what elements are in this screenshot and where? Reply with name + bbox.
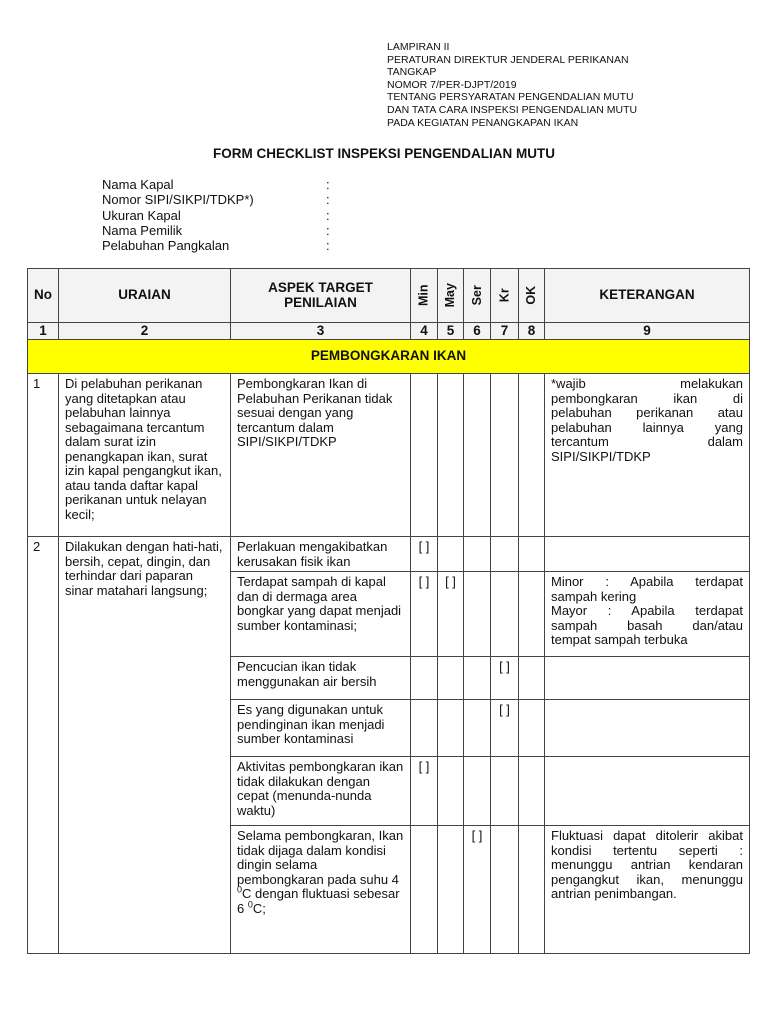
kr-cell[interactable]	[491, 572, 519, 657]
aspek-text-part: Selama pembongkaran, Ikan tidak dijaga dalam kondisi dingin selama pembongkaran pada suhu 4	[237, 828, 404, 887]
header-line: PERATURAN DIREKTUR JENDERAL PERIKANAN	[387, 53, 629, 66]
kr-cell[interactable]	[491, 700, 519, 757]
checkbox-ser[interactable]	[464, 757, 490, 760]
keterangan-line: pengangkut ikan, menunggu	[551, 871, 743, 887]
keterangan-cell	[545, 757, 750, 826]
uraian-text: Di pelabuhan perikanan yang ditetapkan atau pelabuhan lainnya sebagaimana tercantum dalam surat izin penangkapan ikan, surat izin kapal pengangkut ikan, atau tanda daftar kapal perikanan untuk nelayan kecil;	[65, 376, 222, 522]
checkbox-ser[interactable]	[464, 700, 490, 703]
min-cell[interactable]	[411, 826, 438, 954]
ok-cell[interactable]	[519, 700, 545, 757]
checkbox-kr[interactable]: [ ]	[499, 659, 510, 674]
keterangan-line: SIPI/SIKPI/TDKP	[551, 448, 651, 464]
checkbox-min[interactable]: [ ]	[418, 574, 430, 589]
checkbox-may[interactable]	[438, 826, 463, 829]
may-cell[interactable]	[438, 757, 464, 826]
keterangan-text	[545, 572, 749, 650]
keterangan-cell	[545, 374, 750, 537]
keterangan-line: Mayor : Apabila terdapat	[551, 603, 743, 618]
info-colon: :	[326, 222, 330, 238]
aspek-cell	[231, 657, 411, 700]
min-cell[interactable]	[411, 700, 438, 757]
checkbox-min[interactable]: [ ]	[418, 759, 430, 774]
checkbox-min[interactable]	[411, 657, 437, 660]
ser-cell[interactable]	[464, 757, 491, 826]
ser-cell[interactable]	[464, 826, 491, 954]
info-label: Nomor SIPI/SIKPI/TDKP*)	[102, 192, 254, 208]
keterangan-cell	[545, 700, 750, 757]
info-label: Pelabuhan Pangkalan	[102, 238, 230, 254]
checklist-table	[27, 268, 750, 954]
keterangan-line: pelabuhan lainnya yang	[551, 419, 743, 435]
column-number: 1	[28, 323, 59, 340]
checkbox-ok[interactable]	[519, 826, 544, 829]
row-number-cell	[28, 537, 59, 954]
table-row	[28, 537, 750, 572]
keterangan-line: tempat sampah terbuka	[551, 632, 688, 647]
info-colon: :	[326, 192, 330, 208]
header-may-label: May	[443, 283, 458, 308]
ser-cell[interactable]	[464, 537, 491, 572]
ser-cell[interactable]	[464, 657, 491, 700]
row-number: 2	[33, 539, 41, 554]
aspek-cell	[231, 572, 411, 657]
keterangan-line: tercantum dalam	[551, 434, 743, 449]
checkbox-min[interactable]: [ ]	[418, 539, 430, 554]
aspek-text: Terdapat sampah di kapal dan di dermaga area bongkar yang dapat menjadi sumber kontaminasi;	[237, 574, 402, 633]
header-keterangan: KETERANGAN	[545, 269, 750, 323]
aspek-text: Aktivitas pembongkaran ikan tidak dilakukan dengan cepat (menunda-nunda waktu)	[237, 759, 404, 818]
checkbox-ok[interactable]	[519, 537, 544, 540]
keterangan-cell	[545, 826, 750, 954]
checkbox-kr[interactable]	[491, 757, 518, 760]
row-number: 1	[33, 376, 41, 391]
ok-cell[interactable]	[519, 657, 545, 700]
aspek-text	[231, 826, 410, 918]
info-label: Nama Kapal	[102, 177, 174, 192]
table-header-row	[28, 269, 750, 323]
header-line: LAMPIRAN II	[387, 41, 450, 53]
keterangan-line: pembongkaran ikan di	[551, 390, 743, 406]
info-colon: :	[326, 177, 330, 192]
header-line: NOMOR 7/PER-DJPT/2019	[387, 78, 517, 91]
info-colon: :	[326, 238, 330, 254]
column-number: 2	[59, 323, 231, 340]
aspek-text-part: C dengan fluktuasi sebesar 6	[237, 886, 400, 916]
form-title: FORM CHECKLIST INSPEKSI PENGENDALIAN MUTU	[212, 146, 555, 161]
aspek-cell	[231, 700, 411, 757]
header-ser-label: Ser	[469, 285, 484, 306]
header-min	[411, 269, 438, 323]
info-colon: :	[326, 207, 330, 223]
document-header	[387, 41, 637, 129]
header-aspek: ASPEK TARGET PENILAIAN	[231, 269, 411, 323]
keterangan-cell	[545, 537, 750, 572]
ok-cell[interactable]	[519, 537, 545, 572]
keterangan-line: sampah basah dan/atau	[551, 617, 743, 633]
min-cell[interactable]	[411, 374, 438, 537]
keterangan-line: *wajib melakukan	[551, 376, 743, 391]
header-line: DAN TATA CARA INSPEKSI PENGENDALIAN MUTU	[387, 103, 638, 116]
may-cell[interactable]	[438, 572, 464, 657]
header-may	[438, 269, 464, 323]
aspek-cell	[231, 826, 411, 954]
may-cell[interactable]	[438, 700, 464, 757]
checkbox-ok[interactable]	[519, 700, 544, 703]
column-number: 6	[464, 323, 491, 340]
header-min-label: Min	[416, 284, 431, 307]
keterangan-line: Minor : Apabila terdapat	[551, 574, 743, 589]
header-kr-label: Kr	[497, 288, 512, 303]
column-number: 8	[519, 323, 545, 340]
header-line: PADA KEGIATAN PENANGKAPAN IKAN	[387, 116, 579, 129]
kr-cell[interactable]	[491, 657, 519, 700]
keterangan-line: antrian penimbangan.	[551, 886, 677, 901]
kr-cell[interactable]	[491, 757, 519, 826]
checkbox-ser[interactable]	[464, 537, 490, 540]
keterangan-line: menunggu antrian kendaran	[551, 857, 743, 872]
header-no: No	[28, 269, 59, 323]
checkbox-kr[interactable]	[491, 826, 518, 829]
kr-cell[interactable]	[491, 826, 519, 954]
keterangan-cell	[545, 657, 750, 700]
header-line: TENTANG PERSYARATAN PENGENDALIAN MUTU	[387, 91, 634, 104]
ok-cell[interactable]	[519, 757, 545, 826]
ser-cell[interactable]	[464, 374, 491, 537]
column-number: 4	[411, 323, 438, 340]
info-row-nomor-sipi	[102, 192, 336, 207]
may-cell[interactable]	[438, 826, 464, 954]
kr-cell[interactable]	[491, 537, 519, 572]
info-row-nama-kapal	[102, 177, 336, 192]
aspek-text: Pencucian ikan tidak menggunakan air bersih	[237, 659, 377, 689]
header-ok	[519, 269, 545, 323]
checkbox-min[interactable]	[411, 826, 437, 829]
keterangan-line: Fluktuasi dapat ditolerir akibat	[551, 828, 743, 843]
column-number: 5	[438, 323, 464, 340]
may-cell[interactable]	[438, 374, 464, 537]
checkbox-may[interactable]	[438, 657, 463, 660]
checkbox-ok[interactable]	[519, 657, 544, 660]
min-cell[interactable]	[411, 537, 438, 572]
keterangan-text	[545, 374, 749, 466]
uraian-cell	[59, 374, 231, 537]
aspek-cell	[231, 757, 411, 826]
aspek-text: Perlakuan mengakibatkan kerusakan fisik ikan	[237, 539, 388, 569]
section-row	[28, 340, 750, 374]
may-cell[interactable]	[438, 537, 464, 572]
degree-superscript: 0	[237, 884, 243, 895]
aspek-text: Es yang digunakan untuk pendinginan ikan menjadi sumber kontaminasi	[237, 702, 385, 746]
checkbox-ser[interactable]	[464, 572, 490, 575]
checkbox-may[interactable]	[438, 700, 463, 703]
row-number-cell	[28, 374, 59, 537]
header-line: TANGKAP	[387, 66, 437, 79]
table-row	[28, 374, 750, 537]
uraian-text: Dilakukan dengan hati-hati, bersih, cepat, dingin, dan terhindar dari paparan sinar matahari langsung;	[65, 539, 223, 598]
kr-cell[interactable]	[491, 374, 519, 537]
checkbox-ser[interactable]	[464, 657, 490, 660]
info-row-nama-pemilik	[102, 223, 336, 238]
checkbox-may[interactable]: [ ]	[445, 574, 456, 589]
ok-cell[interactable]	[519, 572, 545, 657]
ser-cell[interactable]	[464, 572, 491, 657]
checkbox-kr[interactable]	[491, 537, 518, 540]
uraian-cell	[59, 537, 231, 954]
ser-cell[interactable]	[464, 700, 491, 757]
header-uraian: URAIAN	[59, 269, 231, 323]
keterangan-line: kondisi tertentu seperti :	[551, 842, 743, 858]
aspek-text-part: C;	[252, 900, 266, 916]
checkbox-ok[interactable]	[519, 757, 544, 760]
keterangan-line: pelabuhan perikanan atau	[551, 405, 743, 420]
keterangan-cell	[545, 572, 750, 657]
checkbox-ok[interactable]	[519, 572, 544, 575]
header-ok-label: OK	[524, 286, 539, 305]
aspek-cell	[231, 537, 411, 572]
ok-cell[interactable]	[519, 374, 545, 537]
aspek-text: Pembongkaran Ikan di Pelabuhan Perikanan tidak sesuai dengan yang tercantum dalam SIPI/SIKPI/TDKP	[237, 376, 393, 449]
info-label: Nama Pemilik	[102, 222, 183, 238]
column-number: 7	[491, 323, 519, 340]
checkbox-ser[interactable]: [ ]	[471, 828, 483, 843]
checkbox-min[interactable]	[411, 700, 437, 703]
keterangan-line: sampah kering	[551, 588, 637, 604]
aspek-cell	[231, 374, 411, 537]
vessel-info	[102, 177, 336, 253]
header-kr	[491, 269, 519, 323]
min-cell[interactable]	[411, 757, 438, 826]
checkbox-kr[interactable]	[491, 572, 518, 575]
degree-superscript: 0	[247, 899, 253, 910]
column-number: 3	[231, 323, 411, 340]
checkbox-kr[interactable]: [ ]	[499, 702, 510, 717]
min-cell[interactable]	[411, 572, 438, 657]
info-row-pelabuhan-pangkalan	[102, 238, 336, 253]
info-row-ukuran-kapal	[102, 208, 336, 223]
checkbox-may[interactable]	[438, 757, 463, 760]
info-label: Ukuran Kapal	[102, 207, 181, 223]
ok-cell[interactable]	[519, 826, 545, 954]
checkbox-may[interactable]	[438, 537, 463, 540]
column-number: 9	[545, 323, 750, 340]
min-cell[interactable]	[411, 657, 438, 700]
may-cell[interactable]	[438, 657, 464, 700]
section-title: PEMBONGKARAN IKAN	[28, 340, 750, 374]
header-ser	[464, 269, 491, 323]
column-number-row	[28, 323, 750, 340]
keterangan-text	[545, 826, 749, 904]
